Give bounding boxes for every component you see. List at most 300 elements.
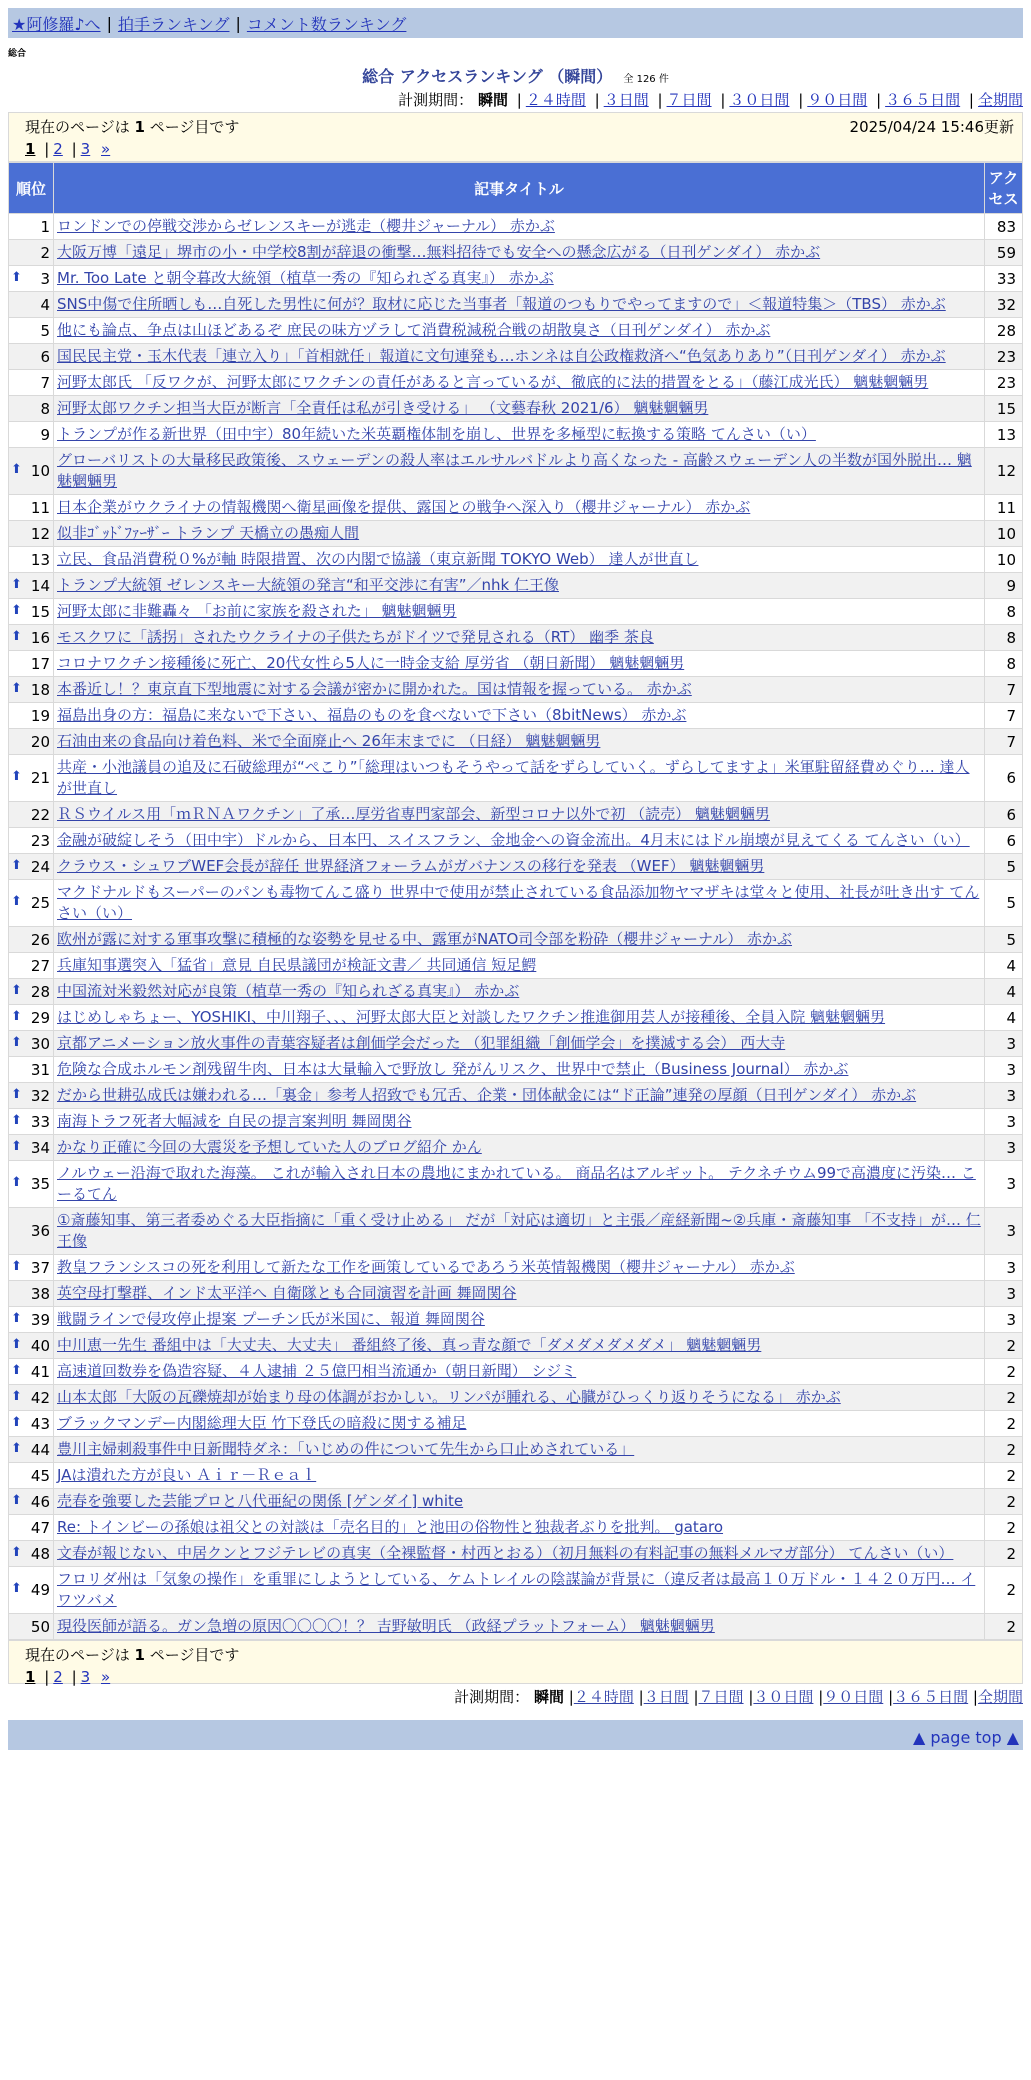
title-cell xyxy=(54,1083,985,1109)
table-row xyxy=(9,625,1023,651)
period-link-7d[interactable]: ７日間 xyxy=(666,91,712,109)
rank-number: 48 xyxy=(30,1544,50,1563)
rank-cell xyxy=(9,828,54,854)
access-count: 5 xyxy=(985,880,1023,927)
rank-up-icon: ⬆ xyxy=(11,1310,22,1326)
nav-separator: | xyxy=(106,13,112,33)
table-row xyxy=(9,292,1023,318)
article-link[interactable]: 欧州が露に対する軍事攻撃に積極的な姿勢を見せる中、露軍がNATO司令部を粉砕（櫻井ジャーナル） 赤かぶ xyxy=(57,930,793,948)
access-count: 10 xyxy=(985,521,1023,547)
article-link[interactable]: 立民、食品消費税０%が軸 時限措置、次の内閣で協議（東京新聞 TOKYO Web） 達人が世直し xyxy=(57,550,699,568)
access-count: 28 xyxy=(985,318,1023,344)
title-cell xyxy=(54,1411,985,1437)
article-link[interactable]: 山本太郎「大阪の瓦礫焼却が始まり母の体調がおかしい。リンパが腫れる、心臓がひっくり返りそうになる」 赤かぶ xyxy=(57,1388,841,1406)
rank-cell xyxy=(9,953,54,979)
access-count: 5 xyxy=(985,927,1023,953)
title-cell xyxy=(54,953,985,979)
access-count: 12 xyxy=(985,448,1023,495)
article-link[interactable]: クラウス・シュワブWEF会長が辞任 世界経済フォーラムがガバナンスの移行を発表 （WEF） 魑魅魍魎男 xyxy=(57,857,765,875)
table-row xyxy=(9,1161,1023,1208)
table-row xyxy=(9,1281,1023,1307)
rank-up-icon: ⬆ xyxy=(11,1581,22,1596)
rank-cell xyxy=(9,880,54,927)
rank-number: 50 xyxy=(30,1617,50,1636)
table-row xyxy=(9,1489,1023,1515)
article-link[interactable]: 現役医師が語る。ガン急増の原因〇〇〇〇！？ 吉野敏明氏 （政経プラットフォーム） 魑魅魍魎男 xyxy=(57,1617,715,1635)
table-row xyxy=(9,1385,1023,1411)
rank-up-icon: ⬆ xyxy=(11,1138,22,1154)
article-link[interactable]: SNS中傷で住所晒しも…自死した男性に何が？取材に応じた当事者「報道のつもりでやってますので」＜報道特集＞（TBS） 赤かぶ xyxy=(57,295,946,313)
rank-up-icon: ⬆ xyxy=(11,769,22,784)
access-count: 5 xyxy=(985,854,1023,880)
table-row xyxy=(9,1614,1023,1640)
rank-up-icon: ⬆ xyxy=(11,1008,22,1024)
article-link[interactable]: かなり正確に今回の大震災を予想していた人のブログ紹介 かん xyxy=(57,1138,482,1156)
rank-number: 28 xyxy=(30,982,50,1001)
rank-up-icon: ⬆ xyxy=(11,1414,22,1430)
access-count: 83 xyxy=(985,214,1023,240)
pager-next[interactable]: » xyxy=(101,1668,111,1686)
table-row xyxy=(9,1333,1023,1359)
article-link[interactable]: 京都アニメーション放火事件の青葉容疑者は創価学会だった （犯罪組織「創価学会」を撲滅する会） 西大寺 xyxy=(57,1034,786,1052)
rank-number: 14 xyxy=(30,576,50,595)
access-count: 3 xyxy=(985,1161,1023,1208)
table-row xyxy=(9,1515,1023,1541)
article-link[interactable]: ＲＳウイルス用「ｍＲＮＡワクチン」了承…厚労省専門家部会、新型コロナ以外で初 （読売） 魑魅魍魎男 xyxy=(57,805,770,823)
rank-up-icon: ⬆ xyxy=(11,894,22,909)
article-link[interactable]: フロリダ州は「気象の操作」を重罪にしようとしている、ケムトレイルの陰謀論が背景に（違反者は最高１０万ドル・１４２０万円… イワツバメ xyxy=(57,1570,976,1609)
period-link-90d[interactable]: ９０日間 xyxy=(807,91,868,109)
access-count: 4 xyxy=(985,953,1023,979)
title-cell xyxy=(54,1031,985,1057)
page-indicator-bottom: 現在のページは 1 ページ目です xyxy=(25,1646,240,1664)
rank-cell xyxy=(9,344,54,370)
title-cell xyxy=(54,370,985,396)
pager-page-3[interactable]: 3 xyxy=(80,140,91,158)
rank-cell xyxy=(9,927,54,953)
title-cell xyxy=(54,1489,985,1515)
rank-cell xyxy=(9,1281,54,1307)
period-link-3d[interactable]: ３日間 xyxy=(643,1688,689,1706)
col-access-header: アクセス xyxy=(985,163,1023,214)
table-row xyxy=(9,1359,1023,1385)
table-row xyxy=(9,651,1023,677)
rank-number: 42 xyxy=(30,1388,50,1407)
table-row xyxy=(9,1437,1023,1463)
access-count: 3 xyxy=(985,1135,1023,1161)
rank-number: 13 xyxy=(30,550,50,569)
article-link[interactable]: マクドナルドもスーパーのパンも毒物てんこ盛り 世界中で使用が禁止されている食品添加物ヤマザキは堂々と使用、社長が吐き出す てんさい（い） xyxy=(57,883,980,922)
rank-number: 7 xyxy=(40,373,50,392)
rank-cell xyxy=(9,448,54,495)
article-link[interactable]: だから世耕弘成氏は嫌われる…「裏金」参考人招致でも冗舌、企業・団体献金には“ド正論”連発の厚顔（日刊ゲンダイ） 赤かぶ xyxy=(57,1086,917,1104)
title-cell xyxy=(54,927,985,953)
comment-ranking-link[interactable]: コメント数ランキング xyxy=(246,14,407,34)
rank-cell xyxy=(9,1255,54,1281)
pager-page-2[interactable]: 2 xyxy=(53,1668,63,1686)
table-row xyxy=(9,979,1023,1005)
period-link-365d[interactable]: ３６５日間 xyxy=(893,1688,969,1706)
period-link-90d[interactable]: ９０日間 xyxy=(823,1688,884,1706)
period-current: 瞬間 xyxy=(477,91,508,109)
table-row xyxy=(9,448,1023,495)
title-cell xyxy=(54,1281,985,1307)
article-link[interactable]: モスクワに「誘拐」されたウクライナの子供たちがドイツで発見される（RT） 幽季 茶良 xyxy=(57,628,654,646)
rank-number: 33 xyxy=(30,1112,50,1131)
rank-cell xyxy=(9,1463,54,1489)
col-rank-header: 順位 xyxy=(9,163,54,214)
table-row xyxy=(9,677,1023,703)
article-link[interactable]: トランプ大統領 ゼレンスキー大統領の発言“和平交渉に有害”／nhk 仁王像 xyxy=(57,576,559,594)
article-link[interactable]: ブラックマンデー内閣総理大臣 竹下登氏の暗殺に関する補足 xyxy=(57,1414,467,1432)
rank-number: 32 xyxy=(30,1086,50,1105)
access-count: 3 xyxy=(985,1307,1023,1333)
access-count: 2 xyxy=(985,1333,1023,1359)
rank-number: 29 xyxy=(30,1008,50,1027)
access-count: 2 xyxy=(985,1359,1023,1385)
rank-number: 36 xyxy=(30,1222,50,1240)
table-row xyxy=(9,1109,1023,1135)
rank-number: 24 xyxy=(30,857,50,876)
article-link[interactable]: 教皇フランシスコの死を利用して新たな工作を画策しているであろう米英情報機関（櫻井ジャーナル） 赤かぶ xyxy=(57,1258,795,1276)
article-link[interactable]: 河野太郎氏 「反ワクが、河野太郎にワクチンの責任があると言っているが、徹底的に法的措置をとる」（藤江成光氏） 魑魅魍魎男 xyxy=(57,373,929,391)
title-cell xyxy=(54,1307,985,1333)
period-link-24h[interactable]: ２４時間 xyxy=(525,91,586,109)
period-link-7d[interactable]: ７日間 xyxy=(698,1688,744,1706)
article-link[interactable]: 高速道回数券を偽造容疑、４人逮捕 ２５億円相当流通か（朝日新聞） シジミ xyxy=(57,1362,577,1380)
table-row xyxy=(9,240,1023,266)
period-label: 計測期間： xyxy=(398,91,474,109)
title-cell xyxy=(54,802,985,828)
title-cell xyxy=(54,1057,985,1083)
title-cell xyxy=(54,495,985,521)
pager-page-2[interactable]: 2 xyxy=(53,140,63,158)
access-count: 2 xyxy=(985,1489,1023,1515)
article-link[interactable]: 売春を強要した芸能プロと八代亜紀の関係 [ゲンダイ] white xyxy=(57,1492,464,1510)
rank-up-icon: ⬆ xyxy=(11,602,22,618)
rank-number: 23 xyxy=(30,831,50,850)
title-cell xyxy=(54,854,985,880)
table-row xyxy=(9,547,1023,573)
rank-number: 9 xyxy=(40,425,50,444)
ranking-heading xyxy=(8,64,1023,86)
rank-number: 17 xyxy=(30,654,50,673)
rank-cell xyxy=(9,422,54,448)
title-cell xyxy=(54,521,985,547)
article-link[interactable]: Re: トインビーの孫娘は祖父との対談は「売名目的」と池田の俗物性と独裁者ぶりを批判。 gataro xyxy=(57,1518,724,1536)
article-link[interactable]: ノルウェー沿海で取れた海藻。 これが輸入され日本の農地にまかれている。 商品名はアルギット。 テクネチウム99で高濃度に汚染… こーるてん xyxy=(57,1164,976,1203)
access-count: 3 xyxy=(985,1281,1023,1307)
rank-up-icon: ⬆ xyxy=(11,680,22,696)
title-cell xyxy=(54,1109,985,1135)
rank-up-icon: ⬆ xyxy=(11,1175,22,1190)
period-link-30d[interactable]: ３０日間 xyxy=(729,91,790,109)
rank-cell xyxy=(9,979,54,1005)
article-link[interactable]: 中川恵一先生 番組中は「大丈夫、大丈夫」 番組終了後、真っ青な顔で「ダメダメダメダメ」 魑魅魍魎男 xyxy=(57,1336,762,1354)
article-link[interactable]: 福島出身の方：福島に来ないで下さい、福島のものを食べないで下さい（8bitNews） 赤かぶ xyxy=(57,706,687,724)
article-link[interactable]: 共産・小池議員の追及に石破総理が“ぺこり”「総理はいつもそうやって話をずらしていく。ずらしてますよ」米軍駐留経費めぐり… 達人が世直し xyxy=(57,758,970,797)
article-link[interactable]: 中国流対米毅然対応が良策（植草一秀の『知られざる真実』） 赤かぶ xyxy=(57,982,520,1000)
article-link[interactable]: 河野太郎ワクチン担当大臣が断言「全責任は私が引き受ける」 （文藝春秋 2021/6） 魑魅魍魎男 xyxy=(57,399,709,417)
title-cell xyxy=(54,1208,985,1255)
access-count: 3 xyxy=(985,1031,1023,1057)
home-link[interactable]: ★阿修羅♪へ xyxy=(12,14,101,34)
title-cell xyxy=(54,396,985,422)
rank-cell xyxy=(9,1489,54,1515)
table-row xyxy=(9,1005,1023,1031)
title-cell xyxy=(54,1333,985,1359)
rank-number: 22 xyxy=(30,805,50,824)
rank-cell xyxy=(9,1515,54,1541)
rank-up-icon: ⬆ xyxy=(11,1544,22,1560)
access-count: 8 xyxy=(985,625,1023,651)
rank-number: 25 xyxy=(30,894,50,912)
article-link[interactable]: コロナワクチン接種後に死亡、20代女性ら5人に一時金支給 厚労省 （朝日新聞） 魑魅魍魎男 xyxy=(57,654,685,672)
title-cell xyxy=(54,1385,985,1411)
rank-up-icon: ⬆ xyxy=(11,1388,22,1404)
rank-cell xyxy=(9,729,54,755)
article-link[interactable]: 戦闘ラインで侵攻停止提案 プーチン氏が米国に、報道 舞岡関谷 xyxy=(57,1310,485,1328)
rank-cell xyxy=(9,547,54,573)
title-cell xyxy=(54,1515,985,1541)
access-count: 8 xyxy=(985,651,1023,677)
rank-up-icon: ⬆ xyxy=(11,857,22,873)
access-count: 3 xyxy=(985,1083,1023,1109)
col-title-header: 記事タイトル xyxy=(54,163,985,214)
article-link[interactable]: Mr. Too Late と朝令暮改大統領（植草一秀の『知られざる真実』） 赤かぶ xyxy=(57,269,554,287)
rank-number: 38 xyxy=(30,1284,50,1303)
table-row xyxy=(9,422,1023,448)
article-link[interactable]: 石油由来の食品向け着色料、米で全面廃止へ 26年末までに （日経） 魑魅魍魎男 xyxy=(57,732,601,750)
table-row xyxy=(9,854,1023,880)
table-row xyxy=(9,802,1023,828)
article-link[interactable]: 英空母打撃群、インド太平洋へ 自衛隊とも合同演習を計画 舞岡関谷 xyxy=(57,1284,517,1302)
table-row xyxy=(9,927,1023,953)
rank-number: 18 xyxy=(30,680,50,699)
access-count: 2 xyxy=(985,1463,1023,1489)
title-cell xyxy=(54,573,985,599)
table-row xyxy=(9,1135,1023,1161)
table-row xyxy=(9,318,1023,344)
page-info-top xyxy=(8,112,1023,162)
title-cell xyxy=(54,240,985,266)
access-count: 33 xyxy=(985,266,1023,292)
access-count: 32 xyxy=(985,292,1023,318)
access-count: 4 xyxy=(985,1005,1023,1031)
article-link[interactable]: 他にも論点、争点は山ほどあるぞ 庶民の味方ヅラして消費税減税合戦の胡散臭さ（日刊ゲンダイ） 赤かぶ xyxy=(57,321,771,339)
period-link-all[interactable]: 全期間 xyxy=(977,91,1023,109)
rank-up-icon: ⬆ xyxy=(11,1086,22,1102)
table-row xyxy=(9,755,1023,802)
title-cell xyxy=(54,979,985,1005)
rank-cell xyxy=(9,703,54,729)
access-count: 11 xyxy=(985,495,1023,521)
access-count: 15 xyxy=(985,396,1023,422)
title-cell xyxy=(54,422,985,448)
rank-cell xyxy=(9,1614,54,1640)
rank-up-icon: ⬆ xyxy=(11,1258,22,1274)
rank-number: 49 xyxy=(30,1581,50,1599)
article-link[interactable]: 似非ｺﾞｯﾄﾞﾌｧｰｻﾞｰ トランプ 天橋立の愚痴人間 xyxy=(57,524,360,542)
article-link[interactable]: グローバリストの大量移民政策後、スウェーデンの殺人率はエルサルバドルより高くなった - 高齢スウェーデン人の半数が国外脱出… 魑魅魍魎男 xyxy=(57,451,972,490)
rank-up-icon: ⬆ xyxy=(11,576,22,592)
title-cell xyxy=(54,266,985,292)
table-row xyxy=(9,1567,1023,1614)
page-info-bottom xyxy=(8,1640,1023,1684)
table-row xyxy=(9,1057,1023,1083)
article-link[interactable]: JAは潰れた方が良い Ａｉｒ－Ｒｅａｌ xyxy=(57,1466,317,1484)
article-link[interactable]: 豊川主婦刺殺事件中日新聞特ダネ：「いじめの件について先生から口止めされている」 xyxy=(57,1440,635,1458)
title-cell xyxy=(54,1005,985,1031)
title-cell xyxy=(54,547,985,573)
rank-cell xyxy=(9,1385,54,1411)
article-link[interactable]: ①斎藤知事、第三者委めぐる大臣指摘に「重く受け止める」 だが「対応は適切」と主張／産経新聞~②兵庫・斎藤知事 「不支持」が… 仁王像 xyxy=(57,1211,981,1250)
rank-number: 46 xyxy=(30,1492,50,1511)
article-link[interactable]: はじめしゃちょー、YOSHIKI、中川翔子、、、河野太郎大臣と対談したワクチン推進御用芸人が接種後、全員入院 魑魅魍魎男 xyxy=(57,1008,886,1026)
total-count: 全 126 件 xyxy=(623,74,669,85)
table-row xyxy=(9,828,1023,854)
period-link-365d[interactable]: ３６５日間 xyxy=(885,91,961,109)
rank-number: 19 xyxy=(30,706,50,725)
rank-number: 34 xyxy=(30,1138,50,1157)
pager-bottom: 1 | 2 | 3 » xyxy=(25,1668,111,1686)
rank-cell xyxy=(9,625,54,651)
access-count: 8 xyxy=(985,599,1023,625)
title-cell xyxy=(54,755,985,802)
pager-page-3[interactable]: 3 xyxy=(80,1668,91,1686)
ranking-body xyxy=(9,214,1023,1640)
access-count: 23 xyxy=(985,344,1023,370)
rank-cell xyxy=(9,802,54,828)
table-row xyxy=(9,214,1023,240)
article-link[interactable]: 兵庫知事選突入「猛省」意見 自民県議団が検証文書／ 共同通信 短足鰐 xyxy=(57,956,537,974)
access-count: 6 xyxy=(985,755,1023,802)
period-link-3d[interactable]: ３日間 xyxy=(603,91,649,109)
title-cell xyxy=(54,1359,985,1385)
title-cell xyxy=(54,1614,985,1640)
access-count: 2 xyxy=(985,1411,1023,1437)
article-link[interactable]: ロンドンでの停戦交渉からゼレンスキーが逃走（櫻井ジャーナル） 赤かぶ xyxy=(57,217,555,235)
rank-up-icon: ⬆ xyxy=(11,628,22,644)
rank-cell xyxy=(9,1135,54,1161)
period-link-all[interactable]: 全期間 xyxy=(977,1688,1023,1706)
rank-number: 11 xyxy=(30,498,50,517)
rank-cell xyxy=(9,1307,54,1333)
rank-number: 30 xyxy=(30,1034,50,1053)
article-link[interactable]: トランプが作る新世界（田中宇）80年続いた米英覇権体制を崩し、世界を多極型に転換する策略 てんさい（い） xyxy=(57,425,816,443)
article-link[interactable]: 河野太郎に非難轟々 「お前に家族を殺された」 魑魅魍魎男 xyxy=(57,602,457,620)
table-row xyxy=(9,1031,1023,1057)
rank-cell xyxy=(9,214,54,240)
title-cell xyxy=(54,292,985,318)
rank-number: 12 xyxy=(30,524,50,543)
rank-number: 20 xyxy=(30,732,50,751)
access-count: 7 xyxy=(985,729,1023,755)
access-count: 2 xyxy=(985,1567,1023,1614)
article-link[interactable]: 本番近し！？東京直下型地震に対する会議が密かに開かれた。国は情報を握っている。 赤かぶ xyxy=(57,680,692,698)
rank-up-icon: ⬆ xyxy=(11,1034,22,1050)
access-count: 4 xyxy=(985,979,1023,1005)
access-count: 7 xyxy=(985,677,1023,703)
pager-next[interactable]: » xyxy=(101,140,111,158)
rank-number: 8 xyxy=(40,399,50,418)
rank-number: 2 xyxy=(40,243,50,262)
ranking-table xyxy=(8,162,1023,1640)
rank-cell xyxy=(9,370,54,396)
access-count: 7 xyxy=(985,703,1023,729)
rank-number: 40 xyxy=(30,1336,50,1355)
rank-number: 10 xyxy=(30,462,50,480)
table-row xyxy=(9,880,1023,927)
access-count: 2 xyxy=(985,1541,1023,1567)
table-row xyxy=(9,729,1023,755)
rank-cell xyxy=(9,1005,54,1031)
article-link[interactable]: 大阪万博「遠足」堺市の小・中学校8割が辞退の衝撃…無料招待でも安全への懸念広がる（日刊ゲンダイ） 赤かぶ xyxy=(57,243,821,261)
title-cell xyxy=(54,1463,985,1489)
rank-up-icon: ⬆ xyxy=(11,982,22,998)
rank-up-icon: ⬆ xyxy=(11,1492,22,1508)
table-row xyxy=(9,1208,1023,1255)
article-link[interactable]: 国民民主党・玉木代表「連立入り」「首相就任」報道に文句連発も…ホンネは自公政権救済へ“色気ありあり”（日刊ゲンダイ） 赤かぶ xyxy=(57,347,946,365)
article-link[interactable]: 危険な合成ホルモン剤残留牛肉、日本は大量輸入で野放し 発がんリスク、世界中で禁止（Business Journal） 赤かぶ xyxy=(57,1060,849,1078)
table-row xyxy=(9,703,1023,729)
rank-number: 41 xyxy=(30,1362,50,1381)
rank-cell xyxy=(9,1161,54,1208)
rank-cell xyxy=(9,318,54,344)
article-link[interactable]: 金融が破綻しそう（田中宇）ドルから、日本円、スイスフラン、金地金への資金流出。4月末にはドル崩壊が見えてくる てんさい（い） xyxy=(57,831,970,849)
article-link[interactable]: 日本企業がウクライナの情報機関へ衛星画像を提供、露国との戦争へ深入り（櫻井ジャーナル） 赤かぶ xyxy=(57,498,751,516)
access-count: 23 xyxy=(985,370,1023,396)
table-row xyxy=(9,396,1023,422)
title-cell xyxy=(54,344,985,370)
access-count: 2 xyxy=(985,1614,1023,1640)
period-link-24h[interactable]: ２４時間 xyxy=(573,1688,634,1706)
title-cell xyxy=(54,677,985,703)
page-top-link[interactable]: ▲ page top ▲ xyxy=(912,1728,1019,1747)
title-cell xyxy=(54,1541,985,1567)
rank-number: 5 xyxy=(40,321,50,340)
article-link[interactable]: 文春が報じない、中居クンとフジテレビの真実（全裸監督・村西とおる）（初月無料の有料記事の無料メルマガ部分） てんさい（い） xyxy=(57,1544,954,1562)
table-row xyxy=(9,495,1023,521)
access-count: 2 xyxy=(985,1437,1023,1463)
updated-time: 2025/04/24 15:46更新 xyxy=(849,118,1014,136)
applause-ranking-link[interactable]: 拍手ランキング xyxy=(117,14,230,34)
rank-cell xyxy=(9,1083,54,1109)
rank-cell xyxy=(9,521,54,547)
period-link-30d[interactable]: ３０日間 xyxy=(753,1688,814,1706)
rank-cell xyxy=(9,1359,54,1385)
table-row xyxy=(9,953,1023,979)
rank-number: 1 xyxy=(40,217,50,236)
access-count: 3 xyxy=(985,1208,1023,1255)
access-count: 3 xyxy=(985,1109,1023,1135)
rank-number: 27 xyxy=(30,956,50,975)
title-cell xyxy=(54,599,985,625)
rank-number: 44 xyxy=(30,1440,50,1459)
title-cell xyxy=(54,880,985,927)
access-count: 13 xyxy=(985,422,1023,448)
rank-cell xyxy=(9,573,54,599)
article-link[interactable]: 南海トラフ死者大幅減を 自民の提言案判明 舞岡関谷 xyxy=(57,1112,412,1130)
category-label: 総合 xyxy=(8,49,27,59)
table-row xyxy=(9,573,1023,599)
title-cell xyxy=(54,1135,985,1161)
rank-cell xyxy=(9,240,54,266)
rank-cell xyxy=(9,1333,54,1359)
rank-number: 37 xyxy=(30,1258,50,1277)
title-cell xyxy=(54,1161,985,1208)
table-row xyxy=(9,266,1023,292)
